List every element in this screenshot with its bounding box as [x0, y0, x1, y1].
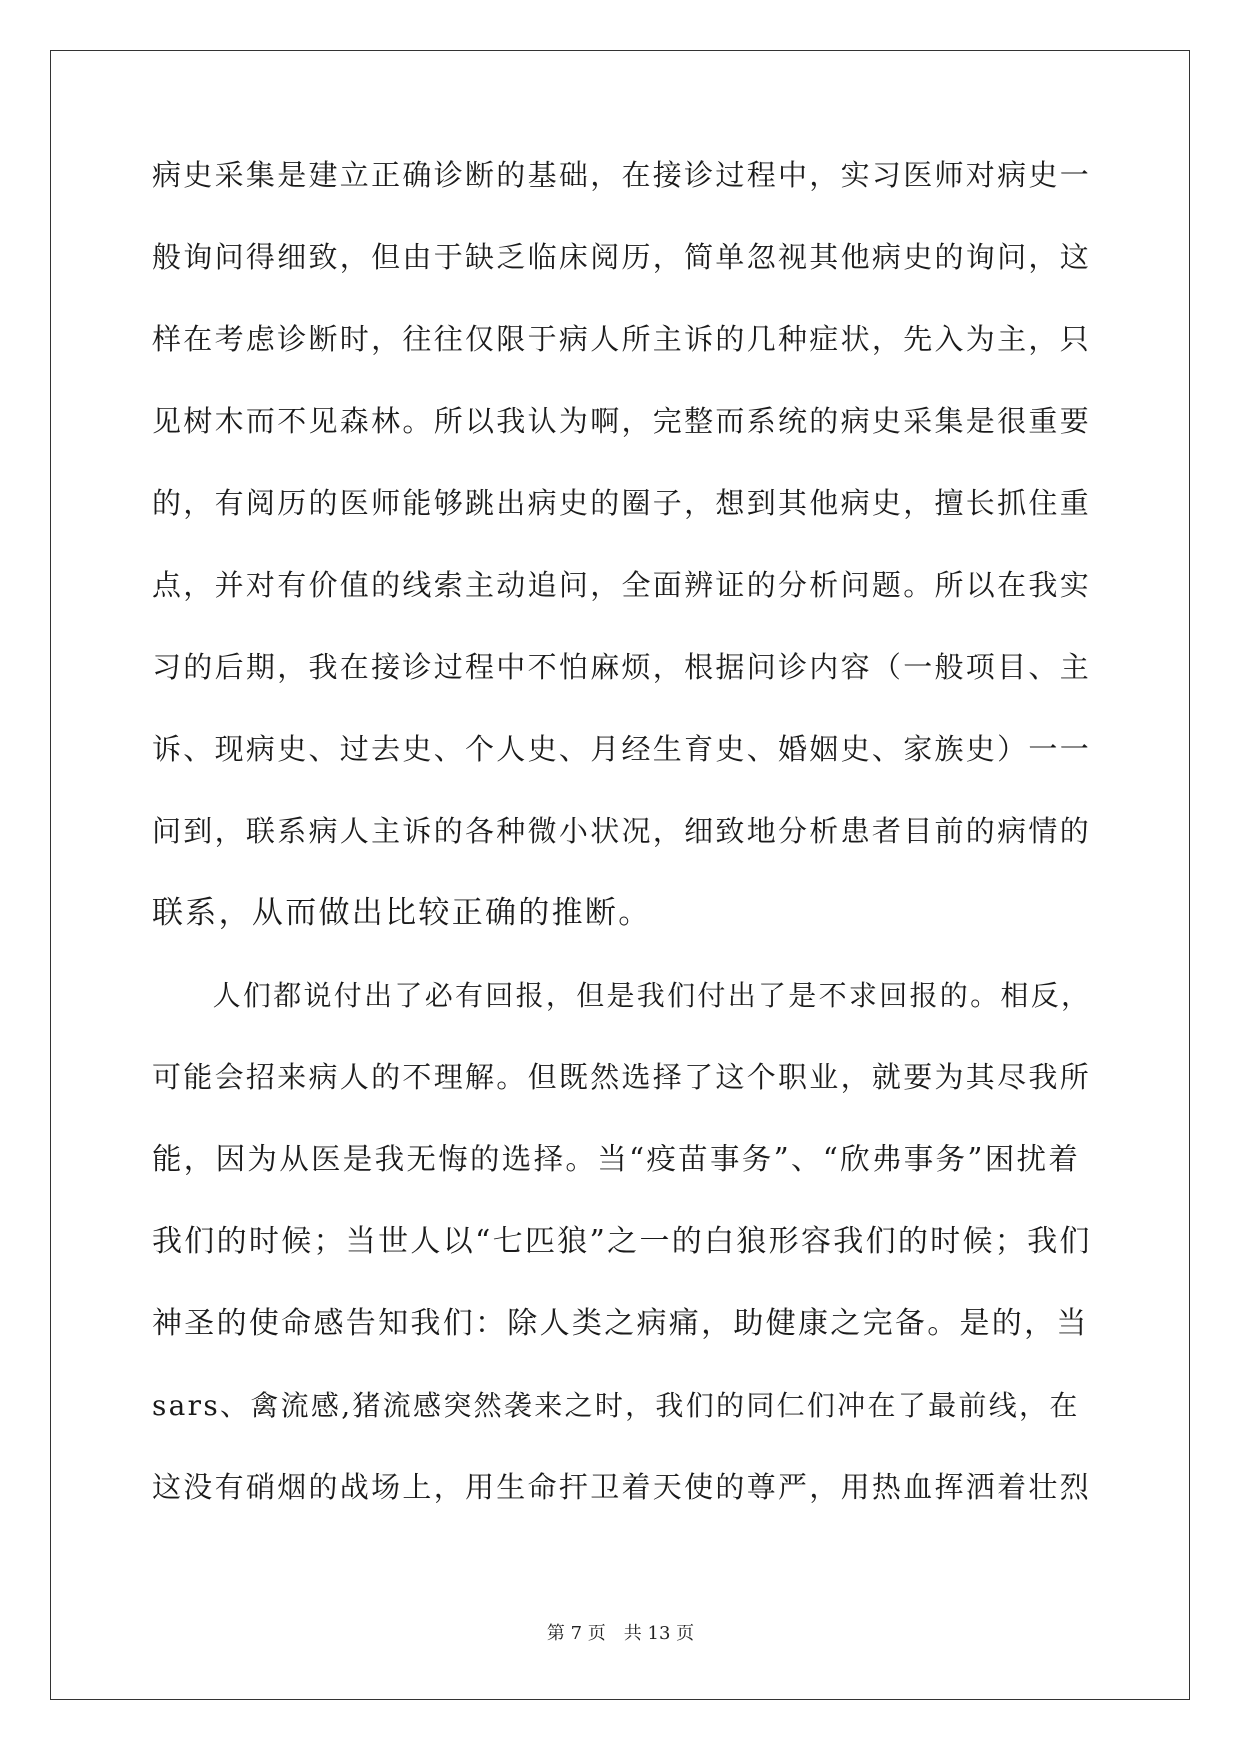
text-line: 诉、现病史、过去史、个人史、月经生育史、婚姻史、家族史）一一: [152, 732, 1092, 766]
text-line: 神圣的使命感告知我们：除人类之病痛，助健康之完备。是的，当: [152, 1306, 1089, 1341]
text-line: sars、禽流感,猪流感突然袭来之时，我们的同仁们冲在了最前线，在: [152, 1389, 1080, 1422]
text-line: 见树木而不见森林。所以我认为啊，完整而系统的病史采集是很重要: [152, 404, 1092, 438]
text-line: 可能会招来病人的不理解。但既然选择了这个职业，就要为其尽我所: [152, 1060, 1092, 1094]
text-line: 能，因为从医是我无悔的选择。当“疫苗事务”、“欣弗事务”困扰着: [152, 1142, 1081, 1176]
text-line: 人们都说付出了必有回报，但是我们付出了是不求回报的。相反，: [152, 979, 1092, 1012]
text-line: 这没有硝烟的战场上，用生命扞卫着天使的尊严，用热血挥洒着壮烈: [152, 1470, 1092, 1504]
text-line: 问到，联系病人主诉的各种微小状况，细致地分析患者目前的病情的: [152, 814, 1092, 848]
text-line: 样在考虑诊断时，往往仅限于病人所主诉的几种症状，先入为主，只: [152, 322, 1092, 356]
text-line: 的，有阅历的医师能够跳出病史的圈子，想到其他病史，擅长抓住重: [152, 486, 1092, 520]
page-number-footer: 第 7 页 共 13 页: [546, 1623, 695, 1644]
text-line: 病史采集是建立正确诊断的基础，在接诊过程中，实习医师对病史一: [152, 158, 1092, 192]
text-line: 我们的时候；当世人以“七匹狼”之一的白狼形容我们的时候；我们: [152, 1224, 1092, 1259]
document-body: [152, 160, 1092, 1554]
text-line: 联系，从而做出比较正确的推断。: [152, 895, 652, 931]
text-line: 习的后期，我在接诊过程中不怕麻烦，根据问诊内容（一般项目、主: [152, 650, 1092, 684]
text-line: 点，并对有价值的线索主动追问，全面辨证的分析问题。所以在我实: [152, 568, 1092, 602]
text-line: 般询问得细致，但由于缺乏临床阅历，简单忽视其他病史的询问，这: [152, 240, 1092, 274]
